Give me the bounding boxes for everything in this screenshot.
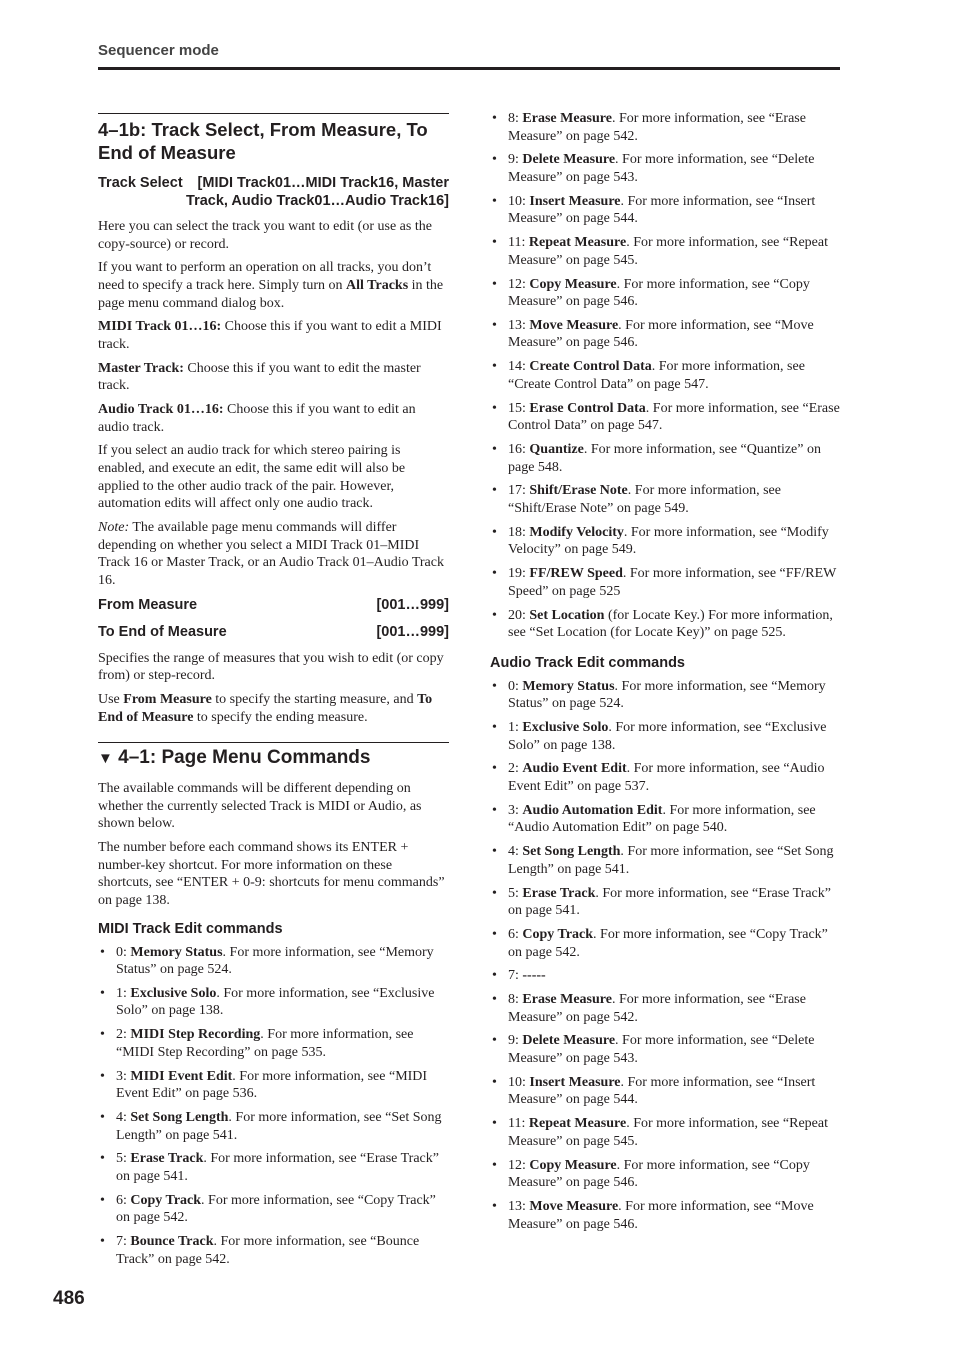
command-item: • 13: Move Measure. For more information, see “Move Measure” on page 546. — [492, 317, 814, 351]
bullet-icon: • — [100, 1068, 105, 1084]
param-range-cont: Track, Audio Track01…Audio Track16] — [186, 193, 449, 209]
command-item: • 17: Shift/Erase Note. For more information, see “Shift/Erase Note” on page 549. — [492, 483, 781, 516]
bullet-icon: • — [492, 1033, 497, 1049]
param-range: [MIDI Track01…MIDI Track16, Master — [197, 175, 449, 191]
audio-commands-heading: Audio Track Edit commands — [490, 654, 685, 671]
bullet-icon: • — [100, 1192, 105, 1208]
paragraph: The available commands will be different depending on whether the currently selected Track is MIDI or Audio, as shown below. — [98, 781, 422, 832]
command-name: Repeat Measure — [528, 235, 627, 251]
command-item: • 2: MIDI Step Recording. For more information, see “MIDI Step Recording” on page 535. — [100, 1027, 414, 1060]
command-name: Erase Track — [522, 885, 596, 901]
command-item: • 6: Copy Track. For more information, see “Copy Track” on page 542. — [100, 1192, 436, 1226]
command-item: • 9: Delete Measure. For more information, see “Delete Measure” on page 543. — [492, 1033, 815, 1067]
command-name: Audio Event Edit — [522, 761, 627, 777]
bullet-icon: • — [492, 607, 497, 623]
command-name: Shift/Erase Note — [529, 483, 628, 499]
paragraph: Specifies the range of measures that you wish to edit (or copy from) or step-record. — [98, 650, 444, 684]
command-name: Memory Status — [130, 944, 223, 960]
midi-track-desc: MIDI Track 01…16: Choose this if you want to edit a MIDI track. — [98, 319, 442, 352]
command-item: • 5: Erase Track. For more information, see “Erase Track” on page 541. — [100, 1151, 439, 1184]
running-head: Sequencer mode — [98, 42, 219, 59]
bullet-icon: • — [100, 1234, 105, 1250]
section-divider — [98, 742, 449, 743]
note: Note: The available page menu commands will differ depending on whether you select a MIDI Track 01–MIDI Track 16 or Master Track, or an Audio Track 01–Audio Track 16. — [98, 520, 444, 588]
command-item: • 0: Memory Status. For more information, see “Memory Status” on page 524. — [492, 678, 826, 712]
triangle-down-icon: ▼ — [98, 750, 113, 768]
paragraph: The number before each command shows its ENTER + number-key shortcut. For more information on these shortcuts, see “ENTER + 0-9: shortcuts for menu commands” on page 138. — [98, 840, 445, 908]
command-item: • 8: Erase Measure. For more information, see “Erase Measure” on page 542. — [492, 111, 806, 144]
bullet-icon: • — [492, 992, 497, 1008]
command-name: MIDI Event Edit — [130, 1068, 233, 1084]
command-name: Exclusive Solo — [522, 720, 609, 736]
paragraph: Here you can select the track you want to edit (or use as the copy-source) or record. — [98, 219, 432, 252]
command-item: • 6: Copy Track. For more information, see “Copy Track” on page 542. — [492, 926, 828, 960]
command-name: Copy Measure — [529, 1157, 617, 1173]
command-name: Delete Measure — [522, 152, 616, 168]
command-name: Memory Status — [522, 678, 615, 694]
bullet-icon: • — [492, 442, 497, 457]
bullet-icon: • — [492, 1157, 497, 1173]
bullet-icon: • — [492, 844, 497, 860]
bullet-icon: • — [492, 152, 497, 168]
command-item: • 12: Copy Measure. For more information, see “Copy Measure” on page 546. — [492, 1157, 810, 1191]
command-item: • 12: Copy Measure. For more information, see “Copy Measure” on page 546. — [492, 276, 810, 310]
command-name: Set Song Length — [522, 844, 621, 860]
command-name: ----- — [522, 968, 546, 984]
bullet-icon: • — [492, 678, 497, 694]
command-name: Repeat Measure — [528, 1116, 627, 1132]
bullet-icon: • — [492, 276, 497, 292]
command-name: Create Control Data — [529, 359, 652, 375]
command-item: • 1: Exclusive Solo. For more information, see “Exclusive Solo” on page 138. — [100, 985, 435, 1019]
command-name: Delete Measure — [522, 1033, 616, 1049]
header-rule — [98, 67, 840, 70]
bullet-icon: • — [492, 720, 497, 736]
bullet-icon: • — [492, 400, 497, 416]
command-name: Copy Track — [130, 1192, 202, 1208]
command-item: • 4: Set Song Length. For more information, see “Set Song Length” on page 541. — [100, 1110, 442, 1143]
bullet-icon: • — [492, 193, 497, 209]
section-title: 4–1b: Track Select, From Measure, To End of Measure — [98, 119, 428, 163]
command-item: • 20: Set Location (for Locate Key.) For more information, see “Set Location (for Locate Key)” on page 525. — [492, 607, 833, 641]
left-column — [98, 113, 449, 1275]
command-item: • 3: MIDI Event Edit. For more information, see “MIDI Event Edit” on page 536. — [100, 1068, 428, 1102]
command-name: Erase Control Data — [529, 400, 646, 416]
command-item: • 14: Create Control Data. For more information, see “Create Control Data” on page 547. — [492, 359, 805, 392]
command-name: Insert Measure — [529, 193, 621, 209]
command-name: Copy Measure — [529, 276, 617, 292]
command-name: Move Measure — [529, 1198, 619, 1214]
right-column — [490, 110, 840, 1239]
command-name: Copy Track — [522, 926, 594, 942]
command-item: • 5: Erase Track. For more information, see “Erase Track” on page 541. — [492, 885, 831, 919]
bullet-icon: • — [492, 359, 497, 375]
midi-command-list-cont — [490, 110, 840, 642]
command-item: • 4: Set Song Length. For more information, see “Set Song Length” on page 541. — [492, 844, 834, 877]
paragraph: If you select an audio track for which stereo pairing is enabled, and execute an edit, the same edit will also be applied to the other audio track of the pair. However, automation edits will affect only one audio track. — [98, 443, 406, 512]
command-item: • 19: FF/REW Speed. For more information, see “FF/REW Speed” on page 525 — [492, 566, 837, 599]
audio-track-desc: Audio Track 01…16: Choose this if you want to edit an audio track. — [98, 402, 416, 435]
command-name: Erase Measure — [522, 992, 612, 1008]
bullet-icon: • — [100, 1110, 105, 1125]
command-name: Exclusive Solo — [130, 985, 217, 1001]
bullet-icon: • — [492, 524, 497, 540]
command-name: Erase Track — [130, 1151, 204, 1167]
midi-command-list — [98, 944, 449, 1269]
to-end-heading: To End of Measure [001…999] — [98, 623, 449, 640]
bullet-icon: • — [492, 1198, 497, 1214]
audio-command-list — [490, 678, 840, 1233]
bullet-icon: • — [492, 1074, 497, 1090]
bullet-icon: • — [492, 235, 497, 251]
command-name: Modify Velocity — [529, 524, 624, 540]
command-name: Quantize — [529, 442, 584, 457]
command-name: Audio Automation Edit — [522, 802, 663, 818]
param-name: Track Select — [98, 175, 183, 191]
command-name: MIDI Step Recording — [130, 1027, 261, 1043]
bullet-icon: • — [492, 885, 497, 901]
command-name: Set Song Length — [130, 1110, 229, 1125]
command-item: • 3: Audio Automation Edit. For more information, see “Audio Automation Edit” on page 540. — [492, 802, 816, 836]
command-name: Insert Measure — [529, 1074, 621, 1090]
page-number: 486 — [53, 1288, 85, 1309]
bullet-icon: • — [492, 968, 497, 984]
command-item: • 11: Repeat Measure. For more information, see “Repeat Measure” on page 545. — [492, 235, 828, 268]
bullet-icon: • — [492, 926, 497, 942]
paragraph: Use From Measure to specify the starting measure, and To End of Measure to specify the ending measure. — [98, 691, 433, 725]
paragraph: If you want to perform an operation on all tracks, you don’t need to specify a track here. Simply turn on All Tracks in the page menu command dialog box. — [98, 260, 444, 311]
bullet-icon: • — [100, 1027, 105, 1043]
command-name: Move Measure — [529, 317, 619, 333]
command-item: • 15: Erase Control Data. For more information, see “Erase Control Data” on page 547. — [492, 400, 840, 434]
command-item: • 10: Insert Measure. For more information, see “Insert Measure” on page 544. — [492, 1074, 816, 1108]
bullet-icon: • — [492, 761, 497, 777]
bullet-icon: • — [492, 1116, 497, 1132]
bullet-icon: • — [492, 802, 497, 818]
bullet-icon: • — [100, 944, 105, 960]
menu-section-title: ▼ 4–1: Page Menu Commands — [98, 747, 371, 769]
bullet-icon: • — [492, 111, 497, 126]
command-item: • 7: ----- — [492, 968, 546, 984]
command-name: FF/REW Speed — [529, 566, 623, 582]
command-item: • 16: Quantize. For more information, see “Quantize” on page 548. — [492, 442, 821, 475]
command-item: • 1: Exclusive Solo. For more information, see “Exclusive Solo” on page 138. — [492, 720, 827, 753]
section-divider — [98, 113, 449, 114]
command-item: • 2: Audio Event Edit. For more information, see “Audio Event Edit” on page 537. — [492, 761, 825, 795]
command-item: • 9: Delete Measure. For more information, see “Delete Measure” on page 543. — [492, 152, 815, 185]
bullet-icon: • — [492, 483, 497, 499]
command-item: • 8: Erase Measure. For more information, see “Erase Measure” on page 542. — [492, 992, 806, 1025]
command-item: • 13: Move Measure. For more information, see “Move Measure” on page 546. — [492, 1198, 814, 1232]
command-name: Bounce Track — [130, 1234, 214, 1250]
bullet-icon: • — [492, 566, 497, 582]
command-item: • 10: Insert Measure. For more information, see “Insert Measure” on page 544. — [492, 193, 816, 227]
master-track-desc: Master Track: Choose this if you want to edit the master track. — [98, 360, 421, 394]
bullet-icon: • — [492, 317, 497, 333]
track-select-heading — [98, 174, 449, 210]
from-measure-heading: From Measure [001…999] — [98, 596, 449, 613]
command-name: Erase Measure — [522, 111, 612, 126]
command-item: • 11: Repeat Measure. For more information, see “Repeat Measure” on page 545. — [492, 1116, 828, 1149]
command-name: Set Location — [529, 607, 605, 623]
bullet-icon: • — [100, 1151, 105, 1167]
command-item: • 0: Memory Status. For more information, see “Memory Status” on page 524. — [100, 944, 434, 978]
midi-commands-heading: MIDI Track Edit commands — [98, 920, 283, 937]
command-item: • 7: Bounce Track. For more information, see “Bounce Track” on page 542. — [100, 1234, 420, 1267]
bullet-icon: • — [100, 985, 105, 1001]
command-item: • 18: Modify Velocity. For more information, see “Modify Velocity” on page 549. — [492, 524, 829, 558]
